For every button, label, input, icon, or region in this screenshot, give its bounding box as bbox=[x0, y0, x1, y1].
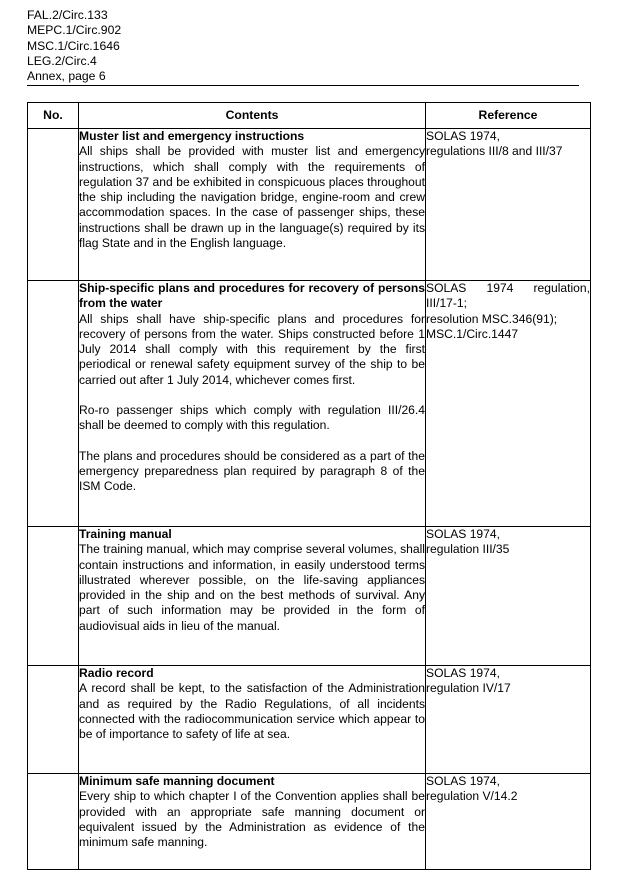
document-header bbox=[27, 8, 579, 86]
row-paragraph: A record shall be kept, to the satisfaction of the Administration and as required by the Radio Regulations, of all incidents connected with the radiocommunication service which appear to be of importance to safety of life at sea. bbox=[79, 681, 425, 742]
table-row bbox=[28, 129, 591, 281]
row-number bbox=[28, 666, 79, 774]
paragraph-spacer bbox=[79, 388, 425, 403]
row-reference bbox=[426, 281, 594, 527]
header-symbol-leg: LEG.2/Circ.4 bbox=[27, 53, 97, 68]
reference-line: SOLAS 1974, bbox=[426, 527, 500, 541]
reference-line: SOLAS 1974, bbox=[426, 129, 500, 143]
row-reference bbox=[426, 129, 591, 281]
row-contents bbox=[79, 666, 426, 774]
reference-line: SOLAS 1974, bbox=[426, 666, 500, 680]
row-paragraph: Ro-ro passenger ships which comply with regulation III/26.4 shall be deemed to comply with this regulation. bbox=[79, 403, 425, 433]
reference-line: resolution MSC.346(91); bbox=[426, 311, 558, 326]
table-row bbox=[28, 774, 591, 870]
row-contents bbox=[79, 774, 426, 870]
row-paragraph: All ships shall have ship-specific plans and procedures for recovery of persons from the water. Ships constructed before 1 July 2014 shall comply with this requirement by the first periodical or renewal safety equipment survey of the ship to be carried out after 1 July 2014, whichever comes first. bbox=[79, 311, 425, 387]
table-row bbox=[28, 281, 591, 527]
header-symbol-msc: MSC.1/Circ.1646 bbox=[27, 38, 120, 53]
column-header-reference: Reference bbox=[426, 103, 591, 129]
reference-line: MSC.1/Circ.1447 bbox=[426, 326, 519, 341]
paragraph-spacer bbox=[79, 434, 425, 449]
table-header-row bbox=[28, 103, 591, 129]
row-contents bbox=[79, 281, 426, 527]
reference-line: regulation IV/17 bbox=[426, 681, 511, 696]
row-number bbox=[28, 527, 79, 666]
reference-line: regulations III/8 and III/37 bbox=[426, 144, 563, 159]
row-reference bbox=[426, 666, 591, 774]
reference-line: SOLAS 1974 regulation, III/17-1; bbox=[426, 281, 594, 311]
row-title: Minimum safe manning document bbox=[79, 774, 275, 788]
header-page-label: Annex, page 6 bbox=[27, 69, 106, 84]
column-header-no: No. bbox=[28, 103, 79, 129]
reference-line: SOLAS 1974, bbox=[426, 774, 500, 788]
row-number bbox=[28, 129, 79, 281]
row-title: Training manual bbox=[79, 527, 172, 541]
row-title: Muster list and emergency instructions bbox=[79, 129, 305, 143]
row-title: Ship-specific plans and procedures for recovery of persons from the water bbox=[79, 281, 425, 311]
row-paragraph: Every ship to which chapter I of the Convention applies shall be provided with an appropriate safe manning document or equivalent issued by the Administration as evidence of the minimum safe manning. bbox=[79, 789, 425, 850]
row-paragraph: All ships shall be provided with muster list and emergency instructions, which shall comply with the requirements of regulation 37 and be exhibited in conspicuous places throughout the ship including the navigation bridge, engine-room and crew accommodation spaces. In the case of passenger ships, these instructions shall be drawn up in the language(s) required by its flag State and in the English language. bbox=[79, 144, 425, 251]
table-row bbox=[28, 527, 591, 666]
reference-line: regulation III/35 bbox=[426, 542, 510, 557]
reference-line: regulation V/14.2 bbox=[426, 789, 518, 804]
row-reference bbox=[426, 527, 591, 666]
row-paragraph: The plans and procedures should be considered as a part of the emergency preparedness plan required by paragraph 8 of the ISM Code. bbox=[79, 448, 425, 494]
row-contents bbox=[79, 129, 426, 281]
certificates-table bbox=[27, 102, 594, 870]
header-symbol-mepc: MEPC.1/Circ.902 bbox=[27, 23, 122, 38]
row-reference bbox=[426, 774, 591, 870]
row-number bbox=[28, 281, 79, 527]
row-number bbox=[28, 774, 79, 870]
row-contents bbox=[79, 527, 426, 666]
row-title: Radio record bbox=[79, 666, 154, 680]
column-header-contents: Contents bbox=[79, 103, 426, 129]
row-paragraph: The training manual, which may comprise several volumes, shall contain instructions and information, in easily understood terms illustrated wherever possible, on the life-saving appliances provided in the ship and on the best methods of survival. Any part of such information may be provided in the form of audiovisual aids in lieu of the manual. bbox=[79, 542, 425, 633]
table-row bbox=[28, 666, 591, 774]
header-symbol-fal: FAL.2/Circ.133 bbox=[27, 8, 108, 22]
